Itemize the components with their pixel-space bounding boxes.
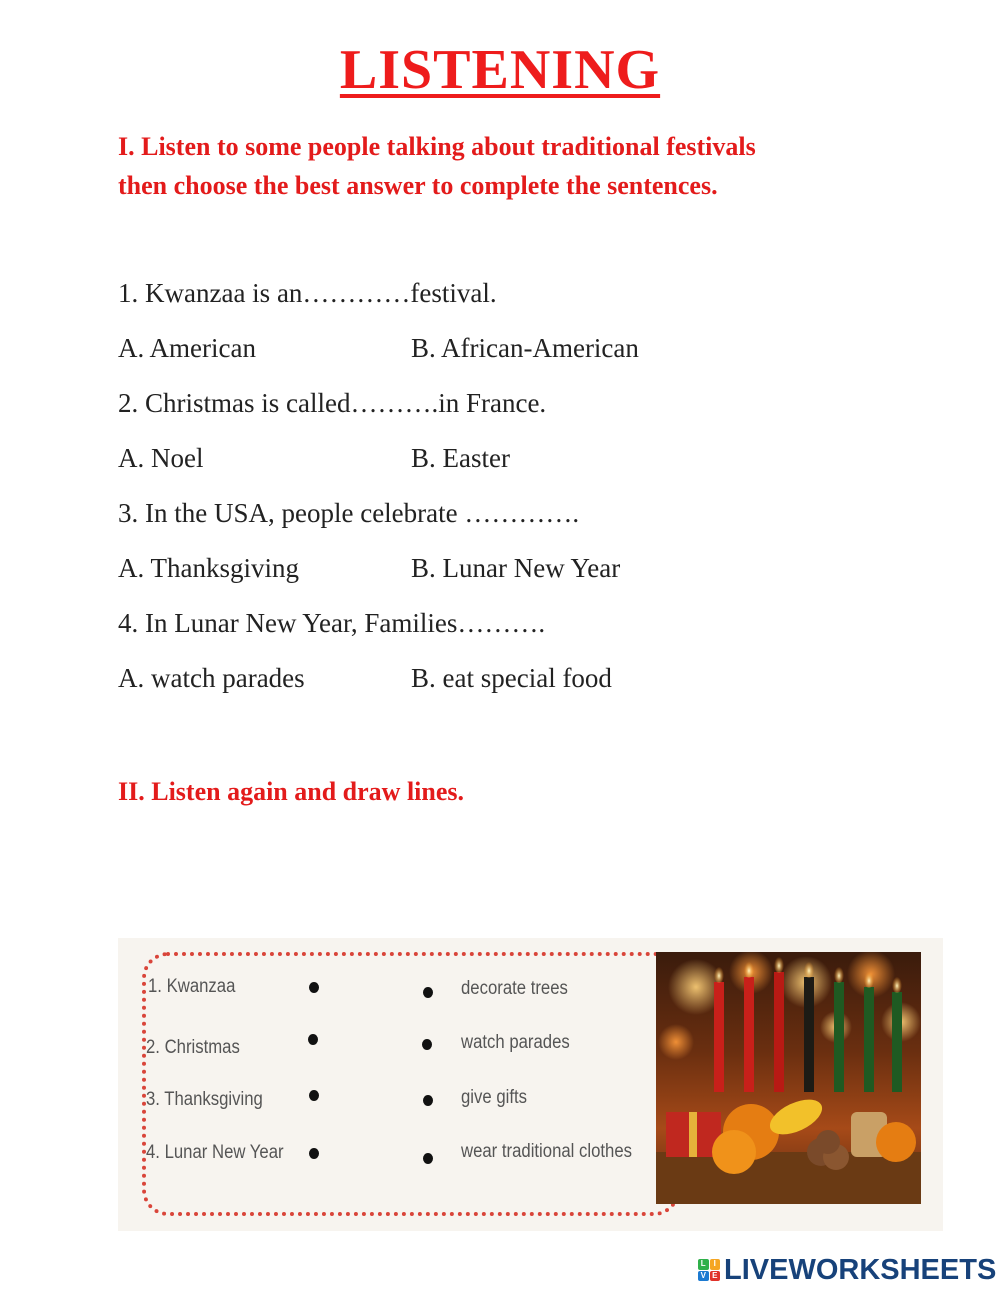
match-left-item-3: 3. Thanksgiving (146, 1089, 263, 1110)
question-2-option-a[interactable]: A. Noel (118, 443, 204, 473)
question-2: 2. Christmas is called……….in France. (118, 388, 547, 418)
right-dot-1[interactable] (423, 987, 433, 998)
question-4: 4. In Lunar New Year, Families………. (118, 608, 546, 638)
right-dot-3[interactable] (423, 1095, 433, 1106)
right-dot-4[interactable] (423, 1153, 433, 1164)
page-title: LISTENING (339, 39, 661, 101)
brand-mark-letter-1: L (698, 1259, 709, 1270)
brand-mark-letter-4: E (710, 1271, 721, 1282)
question-3-option-b[interactable]: B. Lunar New Year (411, 553, 621, 583)
match-left-item-4: 4. Lunar New Year (146, 1142, 284, 1163)
match-right-item-2: watch parades (461, 1032, 570, 1053)
match-left-item-1: 1. Kwanzaa (148, 976, 236, 997)
left-dot-2[interactable] (308, 1034, 318, 1045)
left-dot-1[interactable] (309, 982, 319, 993)
match-right-item-3: give gifts (461, 1087, 527, 1108)
question-1-option-b[interactable]: B. African-American (411, 333, 639, 363)
question-1-option-a[interactable]: A. American (118, 333, 256, 363)
match-right-item-4: wear traditional clothes (461, 1141, 633, 1162)
left-dot-3[interactable] (309, 1090, 319, 1101)
liveworksheets-logo (698, 1253, 996, 1287)
question-3-option-a[interactable]: A. Thanksgiving (118, 553, 299, 583)
left-dot-4[interactable] (309, 1148, 319, 1159)
question-3: 3. In the USA, people celebrate …………. (118, 498, 580, 528)
question-2-option-b[interactable]: B. Easter (411, 443, 510, 473)
brand-mark-letter-3: V (698, 1271, 709, 1282)
instruction-line-2: then choose the best answer to complete the sentences. (118, 171, 718, 200)
question-1: 1. Kwanzaa is an…………festival. (118, 278, 497, 308)
liveworksheets-mark-icon (698, 1259, 720, 1281)
match-left-item-2: 2. Christmas (146, 1037, 240, 1058)
section1-instruction (118, 127, 878, 205)
right-dot-2[interactable] (422, 1039, 432, 1050)
matching-panel (118, 938, 943, 1231)
match-right-item-1: decorate trees (461, 978, 568, 999)
kwanzaa-candles-illustration (656, 952, 921, 1204)
question-4-option-a[interactable]: A. watch parades (118, 663, 305, 693)
brand-mark-letter-2: I (710, 1259, 721, 1270)
liveworksheets-wordmark: LIVEWORKSHEETS (724, 1253, 997, 1286)
instruction-line-1: I. Listen to some people talking about traditional festivals (118, 132, 756, 161)
kwanzaa-photo (656, 952, 921, 1204)
section2-instruction: II. Listen again and draw lines. (118, 777, 465, 806)
question-4-option-b[interactable]: B. eat special food (411, 663, 612, 693)
